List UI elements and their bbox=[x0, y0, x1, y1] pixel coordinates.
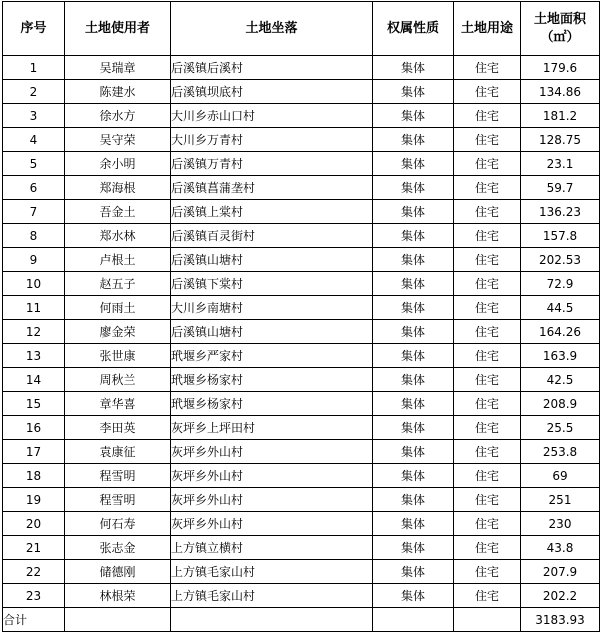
row-area: 134.86 bbox=[521, 80, 600, 104]
row-location: 后溪镇坝底村 bbox=[171, 80, 373, 104]
row-location: 灰坪乡外山村 bbox=[171, 488, 373, 512]
total-empty-cell bbox=[171, 608, 373, 632]
row-seq: 4 bbox=[3, 128, 65, 152]
row-ownership: 集体 bbox=[373, 488, 454, 512]
row-seq: 8 bbox=[3, 224, 65, 248]
row-location: 上方镇毛家山村 bbox=[171, 560, 373, 584]
row-seq: 13 bbox=[3, 344, 65, 368]
row-usage: 住宅 bbox=[454, 512, 521, 536]
row-usage: 住宅 bbox=[454, 368, 521, 392]
row-ownership: 集体 bbox=[373, 512, 454, 536]
row-location: 后溪镇菖蒲垄村 bbox=[171, 176, 373, 200]
row-location: 后溪镇万青村 bbox=[171, 152, 373, 176]
table-row bbox=[3, 440, 600, 464]
row-usage: 住宅 bbox=[454, 560, 521, 584]
row-user: 陈建水 bbox=[65, 80, 171, 104]
row-seq: 2 bbox=[3, 80, 65, 104]
table-row bbox=[3, 488, 600, 512]
row-seq: 22 bbox=[3, 560, 65, 584]
row-area: 163.9 bbox=[521, 344, 600, 368]
row-location: 大川乡南塘村 bbox=[171, 296, 373, 320]
row-user: 廖金荣 bbox=[65, 320, 171, 344]
row-usage: 住宅 bbox=[454, 416, 521, 440]
row-usage: 住宅 bbox=[454, 200, 521, 224]
row-area: 136.23 bbox=[521, 200, 600, 224]
row-user: 徐水方 bbox=[65, 104, 171, 128]
row-ownership: 集体 bbox=[373, 536, 454, 560]
row-ownership: 集体 bbox=[373, 320, 454, 344]
row-seq: 17 bbox=[3, 440, 65, 464]
row-area: 23.1 bbox=[521, 152, 600, 176]
row-usage: 住宅 bbox=[454, 128, 521, 152]
row-ownership: 集体 bbox=[373, 152, 454, 176]
table-row bbox=[3, 152, 600, 176]
row-seq: 21 bbox=[3, 536, 65, 560]
row-user: 章华喜 bbox=[65, 392, 171, 416]
row-seq: 20 bbox=[3, 512, 65, 536]
row-usage: 住宅 bbox=[454, 272, 521, 296]
table-row bbox=[3, 368, 600, 392]
row-ownership: 集体 bbox=[373, 248, 454, 272]
row-location: 后溪镇下棠村 bbox=[171, 272, 373, 296]
header-ownership: 权属性质 bbox=[373, 2, 454, 56]
row-user: 郑海根 bbox=[65, 176, 171, 200]
row-location: 上方镇立横村 bbox=[171, 536, 373, 560]
row-user: 张世康 bbox=[65, 344, 171, 368]
row-location: 后溪镇山塘村 bbox=[171, 320, 373, 344]
row-user: 吴守荣 bbox=[65, 128, 171, 152]
table-header-row bbox=[3, 2, 600, 56]
row-ownership: 集体 bbox=[373, 344, 454, 368]
row-user: 储德刚 bbox=[65, 560, 171, 584]
row-usage: 住宅 bbox=[454, 296, 521, 320]
row-location: 后溪镇百灵街村 bbox=[171, 224, 373, 248]
header-area bbox=[521, 2, 600, 56]
row-user: 袁康征 bbox=[65, 440, 171, 464]
row-ownership: 集体 bbox=[373, 176, 454, 200]
table-row bbox=[3, 176, 600, 200]
row-user: 卢根土 bbox=[65, 248, 171, 272]
row-location: 后溪镇山塘村 bbox=[171, 248, 373, 272]
row-user: 吾金土 bbox=[65, 200, 171, 224]
table-row bbox=[3, 56, 600, 80]
row-usage: 住宅 bbox=[454, 392, 521, 416]
table-row bbox=[3, 464, 600, 488]
row-user: 余小明 bbox=[65, 152, 171, 176]
row-ownership: 集体 bbox=[373, 440, 454, 464]
row-user: 何雨土 bbox=[65, 296, 171, 320]
row-usage: 住宅 bbox=[454, 80, 521, 104]
row-area: 164.26 bbox=[521, 320, 600, 344]
row-usage: 住宅 bbox=[454, 152, 521, 176]
row-location: 玳堰乡杨家村 bbox=[171, 368, 373, 392]
row-user: 何石寿 bbox=[65, 512, 171, 536]
row-ownership: 集体 bbox=[373, 272, 454, 296]
row-ownership: 集体 bbox=[373, 104, 454, 128]
row-seq: 19 bbox=[3, 488, 65, 512]
row-seq: 10 bbox=[3, 272, 65, 296]
row-ownership: 集体 bbox=[373, 56, 454, 80]
total-empty-cell bbox=[454, 608, 521, 632]
row-seq: 5 bbox=[3, 152, 65, 176]
row-ownership: 集体 bbox=[373, 584, 454, 608]
row-location: 灰坪乡外山村 bbox=[171, 512, 373, 536]
row-user: 周秋兰 bbox=[65, 368, 171, 392]
row-location: 灰坪乡外山村 bbox=[171, 440, 373, 464]
row-ownership: 集体 bbox=[373, 392, 454, 416]
total-label: 合计 bbox=[3, 608, 65, 632]
row-ownership: 集体 bbox=[373, 416, 454, 440]
row-usage: 住宅 bbox=[454, 104, 521, 128]
header-seq: 序号 bbox=[3, 2, 65, 56]
row-ownership: 集体 bbox=[373, 128, 454, 152]
row-area: 69 bbox=[521, 464, 600, 488]
row-ownership: 集体 bbox=[373, 224, 454, 248]
header-user: 土地使用者 bbox=[65, 2, 171, 56]
row-ownership: 集体 bbox=[373, 80, 454, 104]
row-location: 大川乡赤山口村 bbox=[171, 104, 373, 128]
row-usage: 住宅 bbox=[454, 440, 521, 464]
row-area: 253.8 bbox=[521, 440, 600, 464]
row-user: 郑水林 bbox=[65, 224, 171, 248]
row-area: 43.8 bbox=[521, 536, 600, 560]
header-area-title: 土地面积 bbox=[533, 11, 586, 27]
table-row bbox=[3, 296, 600, 320]
row-usage: 住宅 bbox=[454, 464, 521, 488]
row-user: 赵五子 bbox=[65, 272, 171, 296]
row-user: 张志金 bbox=[65, 536, 171, 560]
row-seq: 1 bbox=[3, 56, 65, 80]
row-area: 207.9 bbox=[521, 560, 600, 584]
table-row bbox=[3, 128, 600, 152]
row-seq: 15 bbox=[3, 392, 65, 416]
row-area: 44.5 bbox=[521, 296, 600, 320]
header-location: 土地坐落 bbox=[171, 2, 373, 56]
row-seq: 9 bbox=[3, 248, 65, 272]
row-location: 后溪镇后溪村 bbox=[171, 56, 373, 80]
row-area: 72.9 bbox=[521, 272, 600, 296]
table-row bbox=[3, 80, 600, 104]
row-area: 251 bbox=[521, 488, 600, 512]
row-user: 林根荣 bbox=[65, 584, 171, 608]
table-row bbox=[3, 248, 600, 272]
row-seq: 7 bbox=[3, 200, 65, 224]
row-area: 202.2 bbox=[521, 584, 600, 608]
row-usage: 住宅 bbox=[454, 584, 521, 608]
row-location: 玳堰乡杨家村 bbox=[171, 392, 373, 416]
land-use-table bbox=[2, 1, 600, 632]
row-usage: 住宅 bbox=[454, 248, 521, 272]
table-row bbox=[3, 560, 600, 584]
row-area: 128.75 bbox=[521, 128, 600, 152]
table-row bbox=[3, 512, 600, 536]
row-user: 程雪明 bbox=[65, 488, 171, 512]
row-seq: 18 bbox=[3, 464, 65, 488]
row-usage: 住宅 bbox=[454, 176, 521, 200]
row-area: 181.2 bbox=[521, 104, 600, 128]
row-area: 179.6 bbox=[521, 56, 600, 80]
row-ownership: 集体 bbox=[373, 560, 454, 584]
row-location: 大川乡万青村 bbox=[171, 128, 373, 152]
total-empty-cell bbox=[65, 608, 171, 632]
row-seq: 6 bbox=[3, 176, 65, 200]
row-ownership: 集体 bbox=[373, 296, 454, 320]
row-area: 59.7 bbox=[521, 176, 600, 200]
total-empty-cell bbox=[373, 608, 454, 632]
total-row bbox=[3, 608, 600, 632]
row-location: 玳堰乡严家村 bbox=[171, 344, 373, 368]
table-row bbox=[3, 320, 600, 344]
row-usage: 住宅 bbox=[454, 488, 521, 512]
row-user: 李田英 bbox=[65, 416, 171, 440]
row-location: 灰坪乡外山村 bbox=[171, 464, 373, 488]
header-usage: 土地用途 bbox=[454, 2, 521, 56]
row-usage: 住宅 bbox=[454, 56, 521, 80]
table-row bbox=[3, 224, 600, 248]
row-seq: 11 bbox=[3, 296, 65, 320]
row-user: 吴瑞章 bbox=[65, 56, 171, 80]
row-usage: 住宅 bbox=[454, 224, 521, 248]
table-row bbox=[3, 392, 600, 416]
table-row bbox=[3, 200, 600, 224]
row-ownership: 集体 bbox=[373, 200, 454, 224]
header-area-unit: （㎡） bbox=[540, 29, 580, 45]
row-location: 上方镇毛家山村 bbox=[171, 584, 373, 608]
row-seq: 12 bbox=[3, 320, 65, 344]
row-area: 42.5 bbox=[521, 368, 600, 392]
row-ownership: 集体 bbox=[373, 368, 454, 392]
table-row bbox=[3, 344, 600, 368]
row-seq: 3 bbox=[3, 104, 65, 128]
row-seq: 14 bbox=[3, 368, 65, 392]
row-usage: 住宅 bbox=[454, 320, 521, 344]
row-seq: 23 bbox=[3, 584, 65, 608]
row-area: 25.5 bbox=[521, 416, 600, 440]
row-seq: 16 bbox=[3, 416, 65, 440]
row-area: 230 bbox=[521, 512, 600, 536]
row-usage: 住宅 bbox=[454, 344, 521, 368]
row-location: 灰坪乡上坪田村 bbox=[171, 416, 373, 440]
table-row bbox=[3, 416, 600, 440]
row-usage: 住宅 bbox=[454, 536, 521, 560]
row-ownership: 集体 bbox=[373, 464, 454, 488]
table-row bbox=[3, 104, 600, 128]
row-area: 208.9 bbox=[521, 392, 600, 416]
table-row bbox=[3, 536, 600, 560]
table-row bbox=[3, 584, 600, 608]
total-area: 3183.93 bbox=[521, 608, 600, 632]
table-row bbox=[3, 272, 600, 296]
row-location: 后溪镇上棠村 bbox=[171, 200, 373, 224]
row-area: 202.53 bbox=[521, 248, 600, 272]
row-user: 程雪明 bbox=[65, 464, 171, 488]
row-area: 157.8 bbox=[521, 224, 600, 248]
